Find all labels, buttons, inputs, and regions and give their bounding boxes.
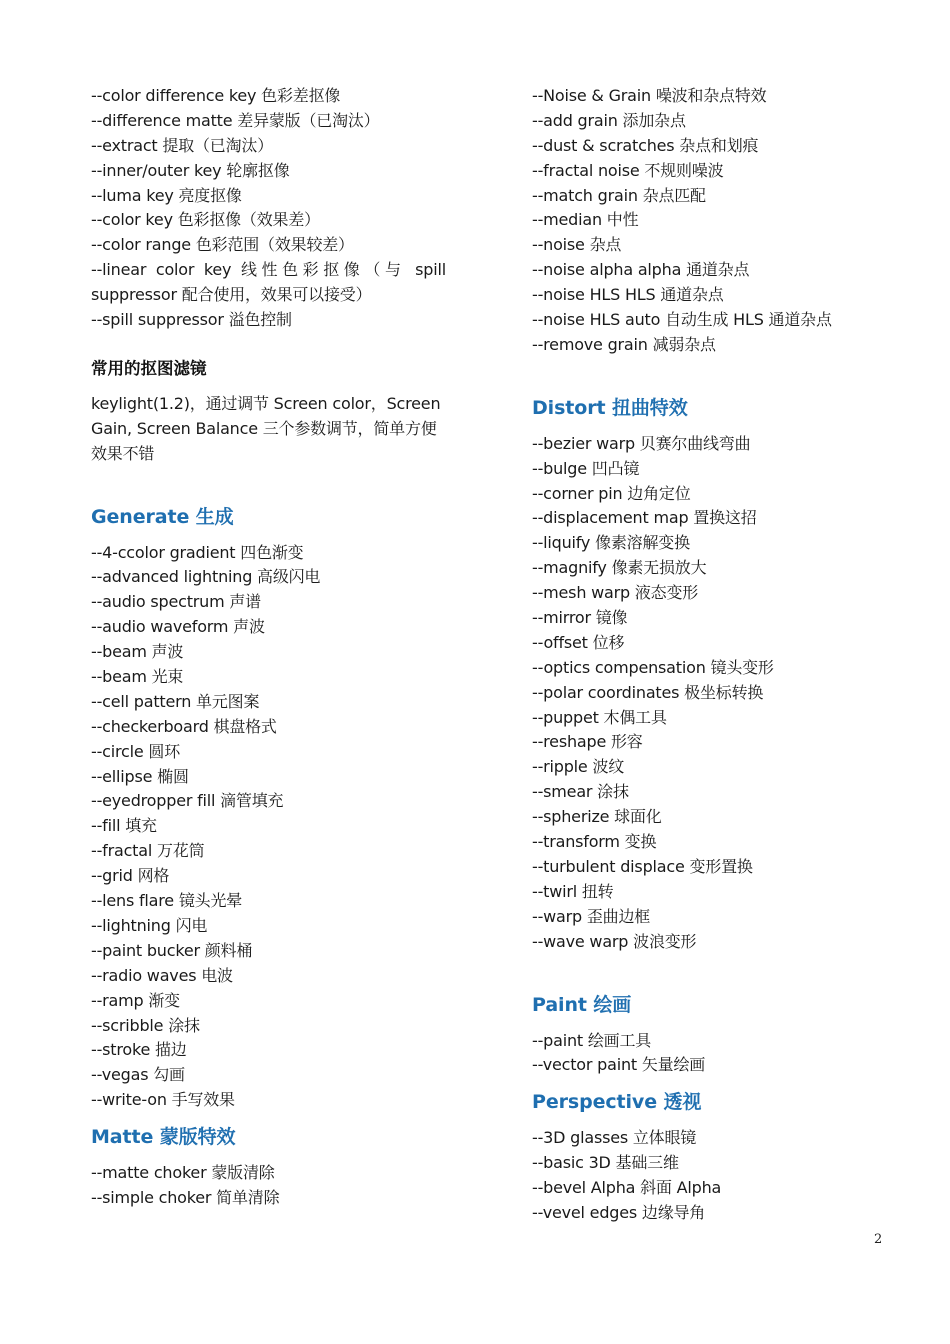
list-item: --smear 涂抹 [532, 782, 629, 802]
list-item: --turbulent displace 变形置换 [532, 856, 753, 876]
list-item: --ripple 波纹 [532, 757, 625, 777]
list-item: --paint bucker 颜料桶 [91, 940, 253, 960]
list-item: --mirror 镜像 [532, 608, 628, 628]
list-item: --checkerboard 棋盘格式 [91, 716, 277, 736]
list-item-linear-color-key: --linear color key 线性色彩抠像（与 spill [91, 260, 446, 280]
list-item: --offset 位移 [532, 632, 625, 652]
noise-list [532, 84, 862, 358]
list-item: --audio spectrum 声谱 [91, 592, 261, 612]
list-item: --difference matte 差异蒙版（已淘汰） [91, 110, 380, 130]
list-item: --ramp 渐变 [91, 990, 180, 1010]
list-item: --mesh warp 液态变形 [532, 583, 699, 603]
paragraph-line: 效果不错 [91, 443, 155, 463]
list-item: --audio waveform 声波 [91, 617, 265, 637]
list-item: --paint 绘画工具 [532, 1030, 652, 1050]
list-item: --write-on 手写效果 [91, 1090, 235, 1110]
generate-list [91, 541, 446, 1113]
keying-list [91, 84, 446, 333]
matte-list [91, 1161, 446, 1211]
list-item: --vevel edges 边缘导角 [532, 1202, 706, 1222]
list-item: --basic 3D 基础三维 [532, 1153, 679, 1173]
distort-list [532, 432, 862, 955]
section-heading-common-keying: 常用的抠图滤镜 [91, 358, 207, 378]
list-item: --radio waves 电波 [91, 965, 233, 985]
list-item: --warp 歪曲边框 [532, 906, 651, 926]
list-item: --3D glasses 立体眼镜 [532, 1128, 697, 1148]
list-item: --advanced lightning 高级闪电 [91, 567, 321, 587]
section-heading-generate: Generate 生成 [91, 505, 234, 528]
list-item: --spherize 球面化 [532, 807, 662, 827]
list-item: --fill 填充 [91, 816, 157, 836]
list-item-linear-color-key-continued: suppressor 配合使用，效果可以接受） [91, 285, 372, 305]
list-item: --noise alpha alpha 通道杂点 [532, 260, 750, 280]
list-item: --ellipse 椭圆 [91, 766, 189, 786]
list-item: --grid 网格 [91, 866, 170, 886]
section-heading-matte: Matte 蒙版特效 [91, 1126, 236, 1149]
list-item: --remove grain 减弱杂点 [532, 334, 716, 354]
list-item: --cell pattern 单元图案 [91, 691, 260, 711]
list-item: --luma key 亮度抠像 [91, 185, 242, 205]
list-item: --wave warp 波浪变形 [532, 931, 697, 951]
list-item: --magnify 像素无损放大 [532, 558, 707, 578]
list-item: --vector paint 矢量绘画 [532, 1055, 706, 1075]
list-item: --displacement map 置换这招 [532, 508, 757, 528]
list-item: --color range 色彩范围（效果较差） [91, 235, 354, 255]
list-item: --polar coordinates 极坐标转换 [532, 682, 764, 702]
list-item: --beam 光束 [91, 667, 184, 687]
page-number: 2 [874, 1232, 883, 1247]
section-heading-paint: Paint 绘画 [532, 993, 632, 1016]
list-item: --twirl 扭转 [532, 881, 614, 901]
list-item: --color key 色彩抠像（效果差） [91, 210, 320, 230]
list-item: --lens flare 镜头光晕 [91, 891, 243, 911]
list-item: --fractal 万花筒 [91, 841, 205, 861]
list-item: --color difference key 色彩差抠像 [91, 86, 341, 105]
list-item: --circle 圆环 [91, 741, 180, 761]
list-item: --noise HLS auto 自动生成 HLS 通道杂点 [532, 310, 832, 330]
list-item: --Noise & Grain 噪波和杂点特效 [532, 86, 767, 105]
list-item: --transform 变换 [532, 832, 657, 852]
list-item: --simple choker 简单清除 [91, 1187, 280, 1207]
list-item: --noise 杂点 [532, 235, 622, 255]
list-item: --lightning 闪电 [91, 915, 208, 935]
section-heading-distort: Distort 扭曲特效 [532, 396, 688, 419]
list-item: --dust & scratches 杂点和划痕 [532, 135, 759, 155]
list-item: --vegas 勾画 [91, 1065, 185, 1085]
section-heading-perspective: Perspective 透视 [532, 1091, 702, 1114]
list-item: --eyedropper fill 滴管填充 [91, 791, 284, 811]
list-item: --fractal noise 不规则噪波 [532, 160, 724, 180]
paragraph-line: keylight(1.2)，通过调节 Screen color，Screen [91, 393, 441, 413]
list-item: --median 中性 [532, 210, 639, 230]
right-column [532, 84, 862, 1226]
list-item: --optics compensation 镜头变形 [532, 657, 774, 677]
list-item: --noise HLS HLS 通道杂点 [532, 285, 724, 305]
list-item: --spill suppressor 溢色控制 [91, 310, 292, 330]
list-item: --scribble 涂抹 [91, 1015, 200, 1035]
list-item: --liquify 像素溶解变换 [532, 533, 690, 553]
list-item: --matte choker 蒙版清除 [91, 1163, 275, 1183]
list-item: --reshape 形容 [532, 732, 643, 752]
left-column [91, 84, 446, 1211]
paragraph-line: Gain, Screen Balance 三个参数调节，简单方便 [91, 418, 437, 438]
list-item: --beam 声波 [91, 642, 184, 662]
list-item: --4-ccolor gradient 四色渐变 [91, 542, 304, 562]
list-item: --bulge 凹凸镜 [532, 458, 640, 478]
list-item: --match grain 杂点匹配 [532, 185, 706, 205]
perspective-list [532, 1126, 862, 1226]
list-item: --puppet 木偶工具 [532, 707, 667, 727]
list-item: --bevel Alpha 斜面 Alpha [532, 1178, 722, 1198]
paint-list [532, 1029, 862, 1079]
list-item: --stroke 描边 [91, 1040, 187, 1060]
list-item: --extract 提取（已淘汰） [91, 135, 273, 155]
list-item: --corner pin 边角定位 [532, 483, 691, 503]
keylight-paragraph [91, 392, 446, 467]
list-item: --inner/outer key 轮廓抠像 [91, 160, 290, 180]
list-item: --add grain 添加杂点 [532, 110, 686, 130]
list-item: --bezier warp 贝赛尔曲线弯曲 [532, 433, 751, 453]
